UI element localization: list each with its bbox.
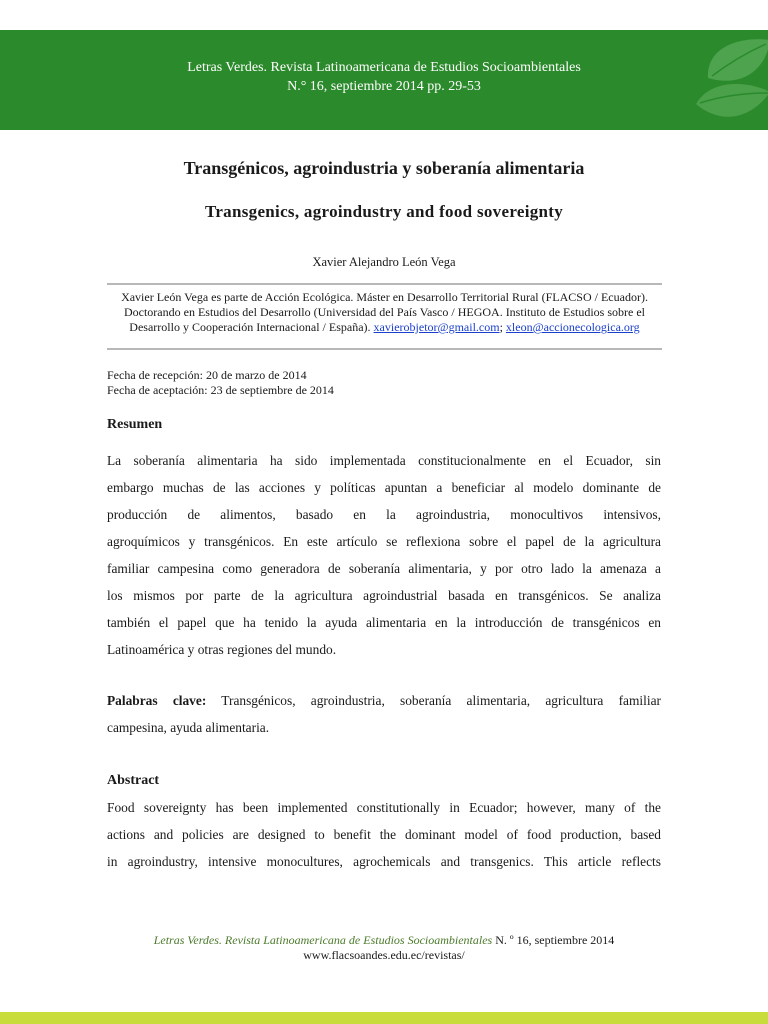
footer-url[interactable]: www.flacsoandes.edu.ec/revistas/ xyxy=(303,948,465,962)
footer-journal: Letras Verdes. Revista Latinoamericana de Estudios Socioambientales xyxy=(153,933,493,947)
resumen-line: producción de alimentos, basado en la agroindustria, monocultivos intensivos, xyxy=(107,507,661,522)
abstract-line: Food sovereignty has been implemented constitutionally in Ecuador; however, many of the xyxy=(107,800,661,815)
article-title-english: Transgenics, agroindustry and food sovereignty xyxy=(204,202,564,221)
resumen-line: agroquímicos y transgénicos. En este artículo se reflexiona sobre el papel de la agricultura xyxy=(107,534,661,549)
journal-header-banner xyxy=(0,30,768,130)
email-separator: ; xyxy=(499,320,503,334)
resumen-heading: Resumen xyxy=(107,417,163,432)
abstract-line: actions and policies are designed to benefit the dominant model of food production, based xyxy=(107,827,661,842)
abstract-heading: Abstract xyxy=(107,773,160,788)
resumen-line: embargo muchas de las acciones y políticas apuntan a beneficiar al modelo dominante de xyxy=(107,480,661,495)
author-affiliation xyxy=(107,290,662,335)
footer-bar xyxy=(0,1012,768,1024)
resumen-line: Latinoamérica y otras regiones del mundo. xyxy=(107,642,337,657)
keywords-list: Transgénicos, agroindustria, soberanía alimentaria, agricultura familiar xyxy=(221,693,661,708)
keywords xyxy=(107,687,661,741)
email-link-secondary[interactable]: xleon@accionecologica.org xyxy=(505,320,640,334)
email-link-primary[interactable]: xavierobjetor@gmail.com xyxy=(373,320,500,334)
affiliation-line-contacts xyxy=(107,320,662,335)
resumen-line: también el papel que ha tenido la ayuda alimentaria en la introducción de transgénicos en xyxy=(107,615,661,630)
affiliation-line: Xavier León Vega es parte de Acción Ecológica. Máster en Desarrollo Territorial Rural (FLACSO / Ecuador). xyxy=(121,290,648,304)
divider-bottom xyxy=(107,348,662,350)
footer-citation xyxy=(0,933,768,948)
affiliation-line: Doctorando en Estudios del Desarrollo (Universidad del País Vasco / HEGOA. Instituto de Estudios sobre el xyxy=(123,305,646,319)
footer-issue: N. º 16, septiembre 2014 xyxy=(495,933,615,947)
abstract-text xyxy=(107,794,661,875)
accepted-date: Fecha de aceptación: 23 de septiembre de 2014 xyxy=(107,383,334,397)
journal-name: Letras Verdes. Revista Latinoamericana de Estudios Socioambientales xyxy=(187,60,581,75)
resumen-line: familiar campesina como generadora de soberanía alimentaria, y por otro lado la amenaza a xyxy=(107,561,661,576)
page-footer xyxy=(0,933,768,963)
publication-dates xyxy=(107,368,334,398)
keywords-label: Palabras clave: xyxy=(107,693,207,708)
resumen-line: los mismos por parte de la agricultura agroindustrial basada en transgénicos. Se analiza xyxy=(107,588,661,603)
author-name: Xavier Alejandro León Vega xyxy=(312,255,456,269)
leaf-icon xyxy=(678,30,768,130)
divider-top xyxy=(107,283,662,285)
resumen-text xyxy=(107,447,661,663)
affiliation-line: Desarrollo y Cooperación Internacional / España). xyxy=(129,320,371,334)
keywords-line xyxy=(107,687,661,714)
issue-info: N.° 16, septiembre 2014 pp. 29-53 xyxy=(287,79,481,94)
abstract-line: in agroindustry, intensive monocultures, agrochemicals and transgenics. This article reflects xyxy=(107,854,661,869)
article-title-spanish: Transgénicos, agroindustria y soberanía alimentaria xyxy=(183,158,585,178)
resumen-line: La soberanía alimentaria ha sido implementada constitucionalmente en el Ecuador, sin xyxy=(107,453,661,468)
keywords-line: campesina, ayuda alimentaria. xyxy=(107,720,270,735)
received-date: Fecha de recepción: 20 de marzo de 2014 xyxy=(107,368,307,382)
